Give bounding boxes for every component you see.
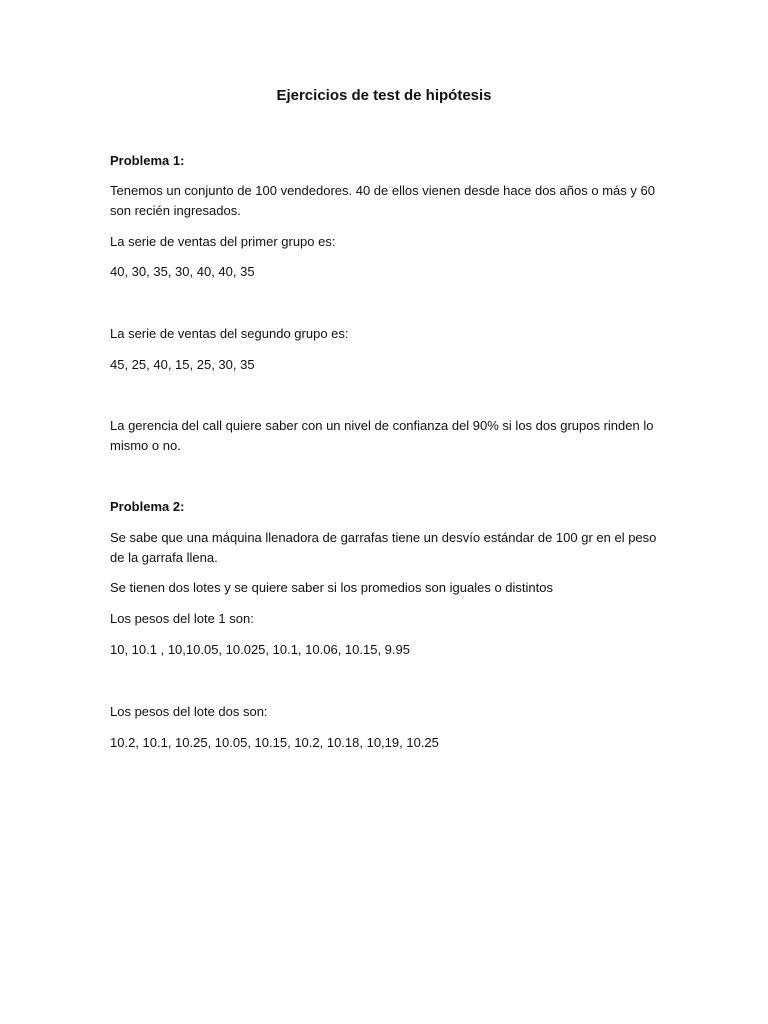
problem-1-intro-line-2: son recién ingresados.	[110, 203, 241, 218]
problem-1-group-1-label: La serie de ventas del primer grupo es:	[110, 234, 336, 249]
problem-2-intro-line-1: Se sabe que una máquina llenadora de garrafas tiene un desvío estándar de 100 gr en el peso	[110, 530, 657, 545]
problem-2-lot-2-label: Los pesos del lote dos son:	[110, 704, 268, 719]
problem-2-lot-1-label: Los pesos del lote 1 son:	[110, 611, 254, 626]
problem-1-heading: Problema 1:	[110, 153, 185, 168]
problem-1-intro-line-1: Tenemos un conjunto de 100 vendedores. 40 de ellos vienen desde hace dos años o más y 60	[110, 183, 655, 198]
problem-2-intro-line-2: de la garrafa llena.	[110, 550, 218, 565]
problem-2-heading: Problema 2:	[110, 499, 185, 514]
problem-2-lot-1-values: 10, 10.1 , 10,10.05, 10.025, 10.1, 10.06, 10.15, 9.95	[110, 642, 410, 657]
document-title: Ejercicios de test de hipótesis	[276, 87, 492, 104]
problem-1-question-line-1: La gerencia del call quiere saber con un nivel de confianza del 90% si los dos grupos rinden lo	[110, 418, 654, 433]
problem-1-group-1-values: 40, 30, 35, 30, 40, 40, 35	[110, 264, 255, 279]
problem-1-group-2-label: La serie de ventas del segundo grupo es:	[110, 326, 349, 341]
problem-1-question-line-2: mismo o no.	[110, 438, 181, 453]
problem-2-lot-2-values: 10.2, 10.1, 10.25, 10.05, 10.15, 10.2, 10.18, 10,19, 10.25	[110, 735, 439, 750]
problem-2-context: Se tienen dos lotes y se quiere saber si los promedios son iguales o distintos	[110, 580, 553, 595]
problem-1-group-2-values: 45, 25, 40, 15, 25, 30, 35	[110, 357, 255, 372]
